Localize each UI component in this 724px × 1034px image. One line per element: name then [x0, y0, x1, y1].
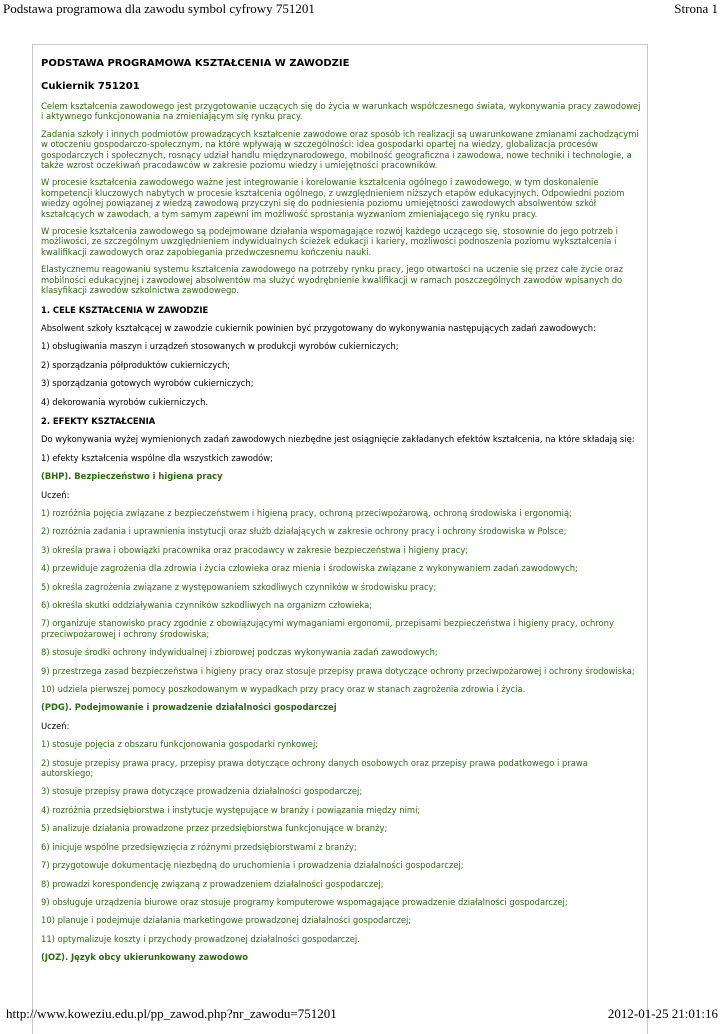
list-item: 9) obsługuje urządzenia biurowe oraz stosuje programy komputerowe wspomagające prowadzenie działalności gospodarczej;: [41, 896, 568, 907]
group-heading-bhp: (BHP). Bezpieczeństwo i higiena pracy: [41, 471, 223, 482]
list-item: 1) stosuje pojęcia z obszaru funkcjonowania gospodarki rynkowej;: [41, 739, 319, 750]
intro-paragraph: W procesie kształcenia zawodowego ważne jest integrowanie i korelowanie kształcenia ogólnego i zawodowego, w tym doskonalenie kompetencji kluczowych nabytych w procesie kształcenia ogólnego, z uwzględnieniem niższych etapów edukacyjnych. Odpowiedni poziom wiedzy ogólnej powiązanej z wiedzą zawodową przyczyni się do podniesienia poziomu umiejętności zawodowych absolwentów szkół kształcących w zawodach, a tym samym zapewni im możliwość sprostania wyzwaniom zmieniającego się rynku pracy.: [41, 177, 625, 219]
list-item: 1) obsługiwania maszyn i urządzeń stosowanych w produkcji wyrobów cukierniczych;: [41, 341, 399, 352]
section-lead-goals: Absolwent szkoły kształcącej w zawodzie cukiernik powinien być przygotowany do wykonywania następujących zadań zawodowych:: [41, 322, 596, 333]
outcomes-subsection: 1) efekty kształcenia wspólne dla wszystkich zawodów;: [41, 452, 273, 463]
list-item: 2) rozróżnia zadania i uprawnienia instytucji oraz służb działających w zakresie ochrony pracy i ochrony środowiska w Polsce;: [41, 526, 567, 537]
list-item: 8) stosuje środki ochrony indywidualnej i zbiorowej podczas wykonywania zadań zawodowych;: [41, 647, 438, 658]
list-item: 10) udziela pierwszej pomocy poszkodowanym w wypadkach przy pracy oraz w stanach zagrożenia zdrowia i życia.: [41, 684, 526, 695]
list-item: 1) rozróżnia pojęcia związane z bezpieczeństwem i higieną pracy, ochroną przeciwpożarową, ochroną środowiska i ergonomią;: [41, 507, 572, 518]
list-item: 6) określa skutki oddziaływania czynników szkodliwych na organizm człowieka;: [41, 600, 373, 610]
pdg-list: [41, 739, 641, 944]
print-page-number: Strona 1: [674, 1, 718, 16]
goals-list: [41, 341, 641, 407]
list-item: 4) przewiduje zagrożenia dla zdrowia i życia człowieka oraz mienia i środowiska związane z wykonywaniem zadań zawodowych;: [41, 563, 578, 574]
list-item: 5) analizuje działania prowadzone przez przedsiębiorstwa funkcjonujące w branży;: [41, 823, 388, 834]
section-lead-outcomes: Do wykonywania wyżej wymienionych zadań zawodowych niezbędne jest osiągnięcie zakładanych efektów kształcenia, na które składają się:: [41, 434, 635, 445]
list-item: 7) organizuje stanowisko pracy zgodnie z obowiązującymi wymaganiami ergonomii, przepisami bezpieczeństwa i higieny pracy, ochrony przeciwpożarowej i ochrony środowiska;: [41, 618, 614, 639]
list-item: 4) dekorowania wyrobów cukierniczych.: [41, 396, 209, 407]
list-item: 2) sporządzania półproduktów cukierniczych;: [41, 359, 231, 370]
intro-paragraph: W procesie kształcenia zawodowego są podejmowane działania wspomagające rozwój każdego uczącego się, stosownie do jego potrzeb i możliwości, ze szczególnym uwzględnieniem indywidualnych ścieżek edukacji i kariery, możliwości podnoszenia poziomu wykształcenia i kwalifikacji zawodowych oraz zapobiegania przedwczesnemu kończeniu nauki.: [41, 226, 618, 257]
list-item: 7) przygotowuje dokumentację niezbędną do uruchomienia i prowadzenia działalności gospodarczej;: [41, 860, 464, 871]
list-item: 3) określa prawa i obowiązki pracownika oraz pracodawcy w zakresie bezpieczeństwa i higieny pracy;: [41, 544, 469, 555]
document-body: [41, 58, 641, 963]
bhp-list: [41, 508, 641, 694]
intro-paragraph: Celem kształcenia zawodowego jest przygotowanie uczących się do życia w warunkach współczesnego świata, wykonywania pracy zawodowej i aktywnego funkcjonowania na zmieniającym się rynku pracy.: [41, 101, 641, 122]
section-heading-goals: 1. CELE KSZTAŁCENIA W ZAWODZIE: [41, 304, 209, 315]
document-title: PODSTAWA PROGRAMOWA KSZTAŁCENIA W ZAWODZIE: [41, 58, 350, 69]
student-label: Uczeń:: [41, 720, 70, 731]
list-item: 2) stosuje przepisy prawa pracy, przepisy prawa dotyczące ochrony danych osobowych oraz przepisy prawa podatkowego i prawa autorskiego;: [41, 757, 588, 779]
list-item: 3) stosuje przepisy prawa dotyczące prowadzenia działalności gospodarczej;: [41, 786, 363, 797]
list-item: 10) planuje i podejmuje działania marketingowe prowadzonej działalności gospodarczej;: [41, 915, 412, 926]
intro-paragraph: Zadania szkoły i innych podmiotów prowadzących kształcenie zawodowe oraz sposób ich realizacji są uwarunkowane zmianami zachodzącymi w otoczeniu gospodarczo-społecznym, na które wpływają w szczególności: idea gospodarki opartej na wiedzy, globalizacja procesów gospodarczych i społecznych, rosnący udział handlu międzynarodowego, mobilność geograficzna i zawodowa, nowe techniki i technologie, a także wzrost oczekiwań pracodawców w zakresie poziomu wiedzy i umiejętności pracowników.: [41, 128, 639, 171]
list-item: 3) sporządzania gotowych wyrobów cukierniczych;: [41, 378, 254, 389]
intro-paragraph: Elastycznemu reagowaniu systemu kształcenia zawodowego na potrzeby rynku pracy, jego otwartości na uczenie się przez całe życie oraz mobilności edukacyjnej i zawodowej absolwentów ma służyć wyodrębnienie kwalifikacji w ramach poszczególnych zawodów wpisanych do klasyfikacji zawodów szkolnictwa zawodowego.: [41, 264, 623, 296]
group-heading-joz: (JOZ). Język obcy ukierunkowany zawodowo: [41, 952, 248, 963]
list-item: 6) inicjuje wspólne przedsięwzięcia z różnymi przedsiębiorstwami z branży;: [41, 841, 357, 852]
section-heading-outcomes: 2. EFEKTY KSZTAŁCENIA: [41, 415, 156, 426]
list-item: 4) rozróżnia przedsiębiorstwa i instytucje występujące w branży i powiązania między nimi;: [41, 804, 421, 815]
print-footer-url: http://www.koweziu.edu.pl/pp_zawod.php?nr_zawodu=751201: [6, 1006, 337, 1021]
print-footer-timestamp: 2012-01-25 21:01:16: [607, 1006, 718, 1021]
student-label: Uczeń:: [41, 489, 70, 500]
print-header-title: Podstawa programowa dla zawodu symbol cyfrowy 751201: [3, 1, 315, 16]
list-item: 11) optymalizuje koszty i przychody prowadzonej działalności gospodarczej.: [41, 933, 360, 944]
group-heading-pdg: (PDG). Podejmowanie i prowadzenie działalności gospodarczej: [41, 702, 337, 713]
list-item: 8) prowadzi korespondencję związaną z prowadzeniem działalności gospodarczej;: [41, 878, 384, 889]
list-item: 9) przestrzega zasad bezpieczeństwa i higieny pracy oraz stosuje przepisy prawa dotyczące ochrony przeciwpożarowej i ochrony środowiska;: [41, 665, 635, 676]
profession-title: Cukiernik 751201: [41, 81, 140, 92]
list-item: 5) określa zagrożenia związane z występowaniem szkodliwych czynników w środowisku pracy;: [41, 581, 437, 592]
